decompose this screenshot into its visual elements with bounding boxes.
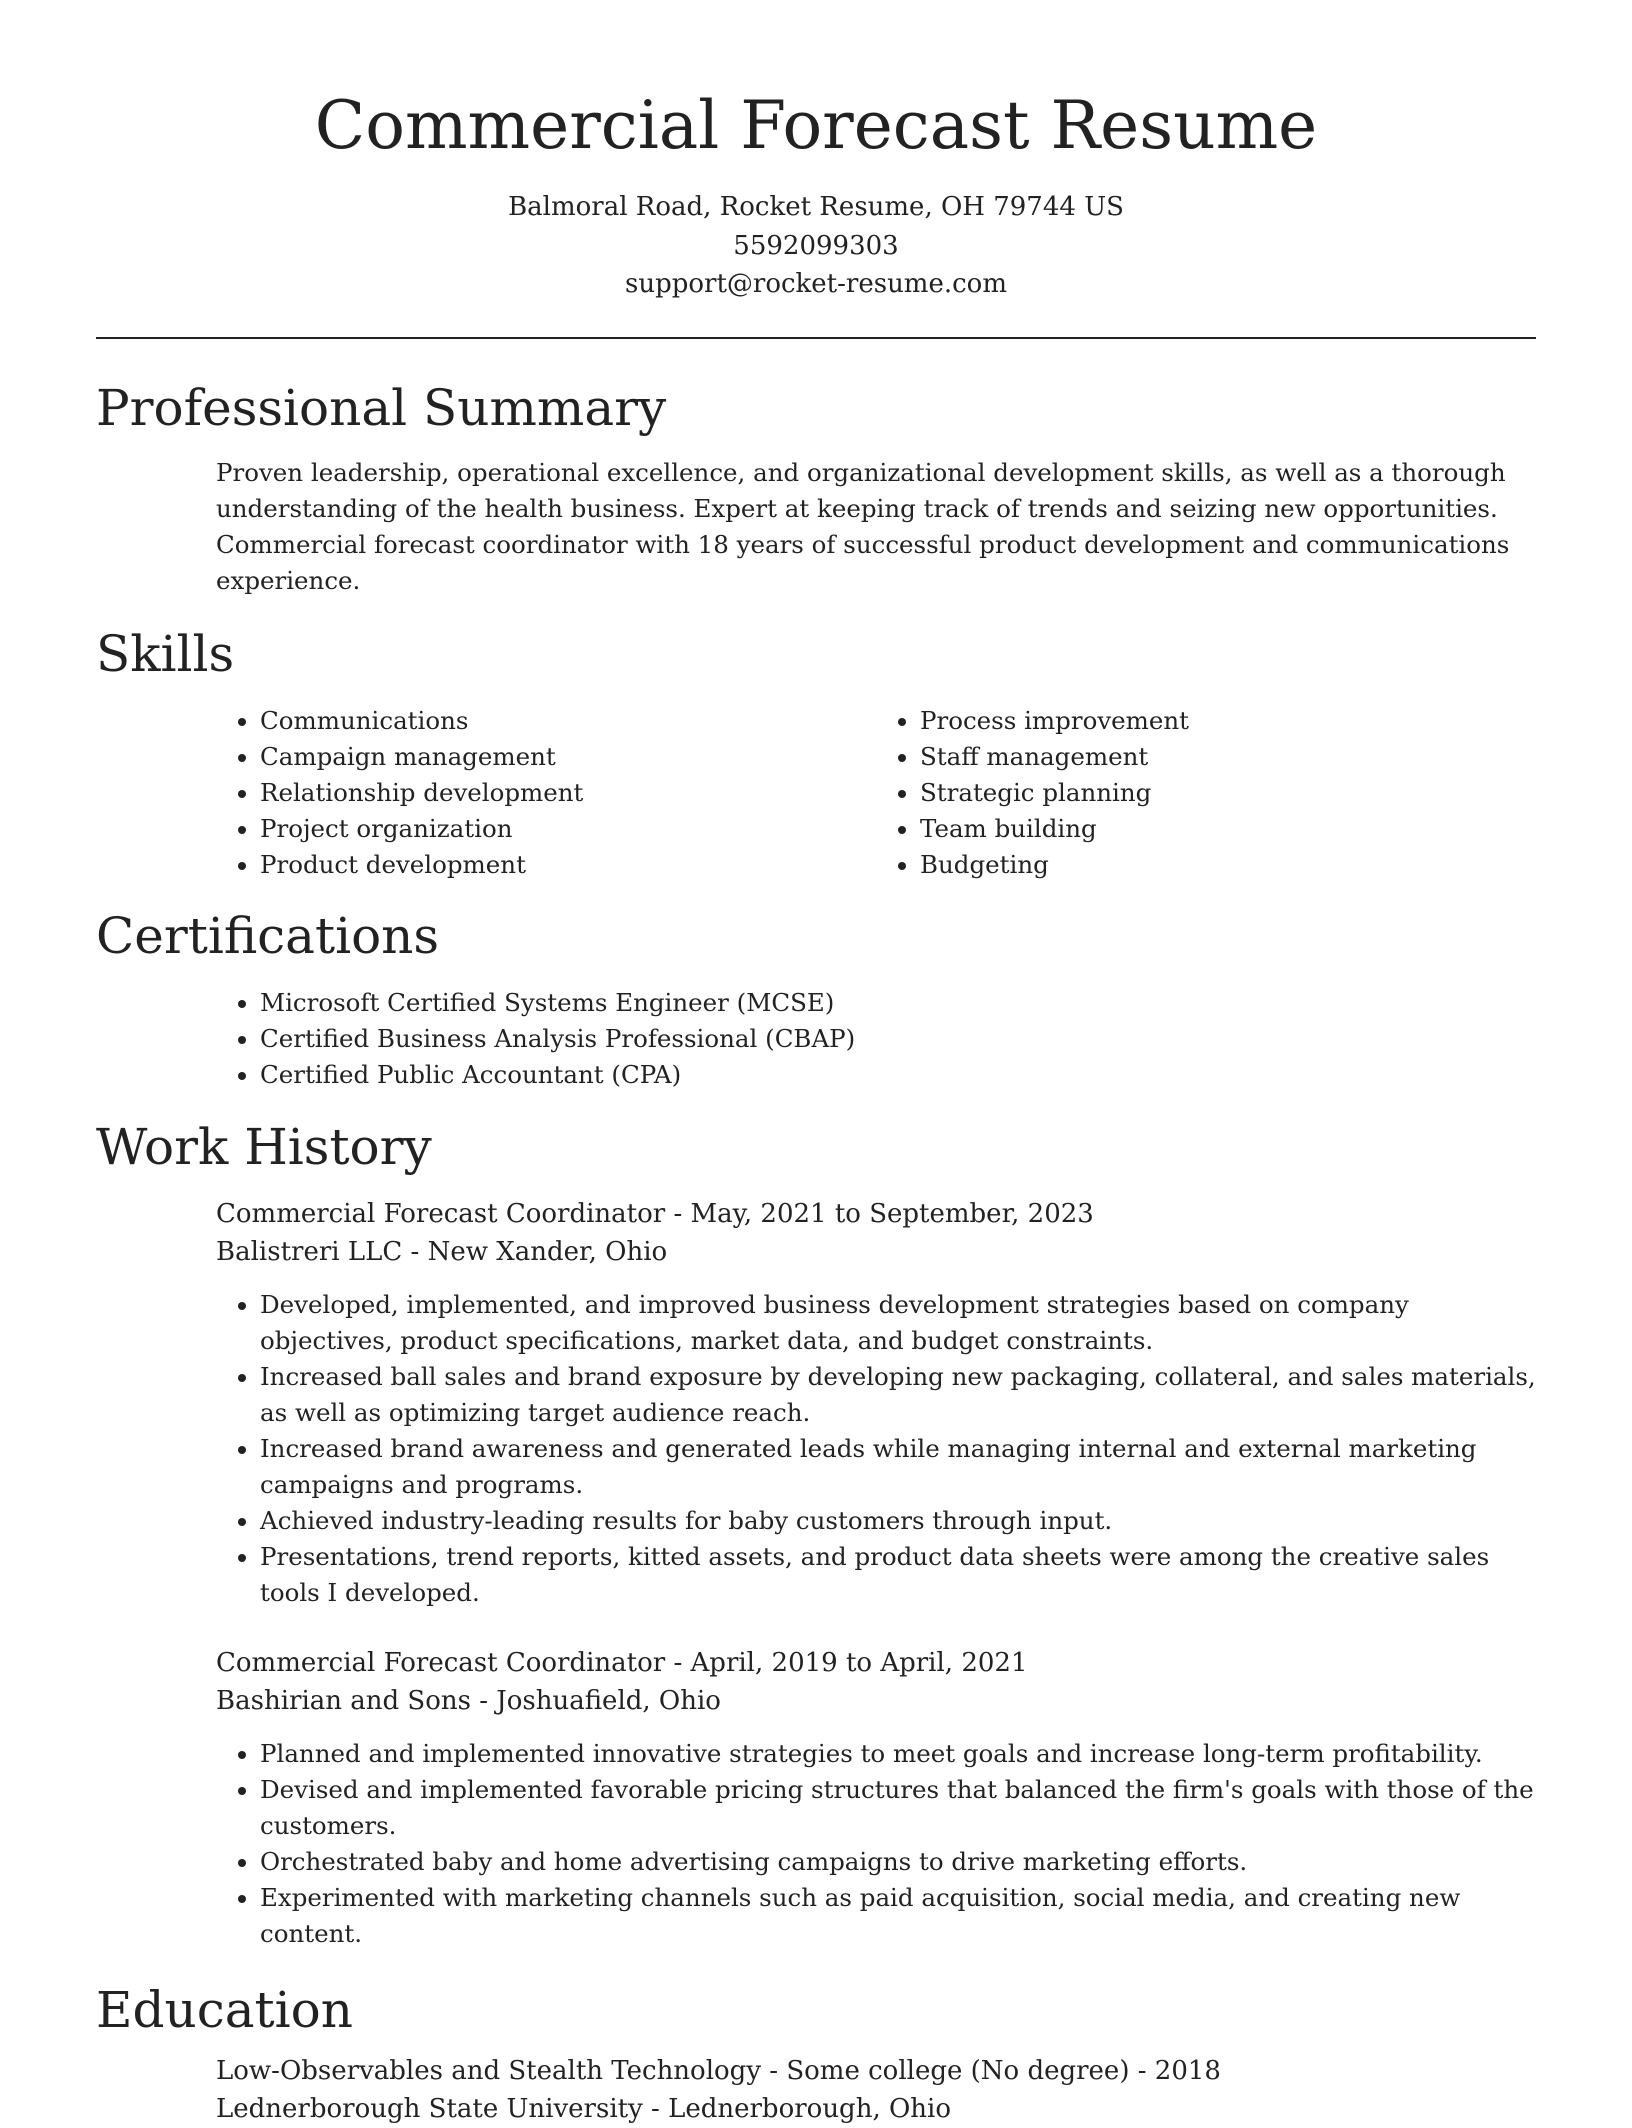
job-title-line: [216, 1195, 1536, 1233]
education-section: [96, 1980, 1536, 2128]
education-detail: - Some college (No degree) - 2018: [761, 2055, 1221, 2086]
school-name: Lednerborough State University: [216, 2093, 643, 2124]
certification-item: • Microsoft Certified Systems Engineer (MCSE): [260, 985, 1536, 1021]
education-school-line: [216, 2090, 1536, 2128]
resume-header: [96, 0, 1536, 304]
company-location: - Joshuafield, Ohio: [470, 1685, 721, 1716]
certification-item: • Certified Public Accountant (CPA): [260, 1057, 1536, 1093]
company-location: - New Xander, Ohio: [402, 1236, 668, 1267]
job-title-line: [216, 1644, 1536, 1682]
certification-item: • Certified Business Analysis Professional (CBAP): [260, 1021, 1536, 1057]
skill-item: • Process improvement: [920, 703, 1536, 739]
skill-item: • Project organization: [260, 811, 876, 847]
education-heading: Education: [96, 1980, 353, 2039]
certifications-section: [96, 906, 1536, 1093]
job-dates: - May, 2021 to September, 2023: [665, 1198, 1094, 1229]
job-duty-item: • Presentations, trend reports, kitted assets, and product data sheets were among the creative sales tools I developed.: [260, 1539, 1536, 1611]
skill-item: • Relationship development: [260, 775, 876, 811]
email-text: support@rocket-resume.com: [624, 269, 1007, 299]
header-divider: [96, 337, 1536, 339]
skill-item: • Product development: [260, 847, 876, 883]
skills-list-right: [876, 703, 1536, 883]
education-program: Low-Observables and Stealth Technology: [216, 2055, 762, 2086]
job-duties-list: [216, 1736, 1536, 1952]
job-duty-item: • Increased ball sales and brand exposure by developing new packaging, collateral, and sales materials, as well as optimizing target audience reach.: [260, 1359, 1536, 1431]
job-duties-list: [216, 1287, 1536, 1611]
skill-item: • Campaign management: [260, 739, 876, 775]
job-title: Commercial Forecast Coordinator: [216, 1647, 666, 1678]
job-duty-item: • Experimented with marketing channels such as paid acquisition, social media, and creating new content.: [260, 1880, 1536, 1952]
skill-item: • Communications: [260, 703, 876, 739]
phone-text: 5592099303: [733, 230, 899, 261]
skill-item: • Team building: [920, 811, 1536, 847]
job-entry: [216, 1195, 1536, 1611]
job-entry: [216, 1644, 1536, 1952]
job-duty-item: • Orchestrated baby and home advertising campaigns to drive marketing efforts.: [260, 1844, 1536, 1880]
summary-section: [96, 378, 1536, 599]
skills-list-left: [216, 703, 876, 883]
summary-heading: Professional Summary: [96, 378, 667, 437]
work-history-section: [96, 1117, 1536, 1952]
school-location: - Lednerborough, Ohio: [642, 2093, 952, 2124]
job-company-line: [216, 1233, 1536, 1271]
job-title: Commercial Forecast Coordinator: [216, 1198, 666, 1229]
skill-item: • Strategic planning: [920, 775, 1536, 811]
summary-text: Proven leadership, operational excellence, and organizational development skills, as well as a thorough understanding of the health business. Expert at keeping track of trends and seizing new opportunities. Commercial forecast coordinator with 18 years of successful product development and communications experience.: [216, 457, 1510, 595]
job-duty-item: • Developed, implemented, and improved business development strategies based on company objectives, product specifications, market data, and budget constraints.: [260, 1287, 1536, 1359]
certifications-heading: Certifications: [96, 906, 440, 965]
contact-info: [96, 188, 1536, 304]
work-history-heading: Work History: [96, 1117, 432, 1176]
skill-item: • Budgeting: [920, 847, 1536, 883]
job-duty-item: • Increased brand awareness and generated leads while managing internal and external marketing campaigns and programs.: [260, 1431, 1536, 1503]
skills-heading: Skills: [96, 624, 235, 683]
job-dates: - April, 2019 to April, 2021: [665, 1647, 1028, 1678]
resume-title: Commercial Forecast Resume: [314, 87, 1318, 164]
job-duty-item: • Achieved industry-leading results for baby customers through input.: [260, 1503, 1536, 1539]
company-name: Balistreri LLC: [216, 1236, 403, 1267]
job-duty-item: • Planned and implemented innovative strategies to meet goals and increase long-term profitability.: [260, 1736, 1536, 1772]
skill-item: • Staff management: [920, 739, 1536, 775]
certifications-list: [216, 985, 1536, 1093]
education-program-line: [216, 2052, 1536, 2090]
address-text: Balmoral Road, Rocket Resume, OH 79744 US: [508, 192, 1124, 222]
job-duty-item: • Devised and implemented favorable pricing structures that balanced the firm's goals with those of the customers.: [260, 1772, 1536, 1844]
resume-page: [96, 0, 1536, 2128]
job-company-line: [216, 1682, 1536, 1720]
company-name: Bashirian and Sons: [216, 1685, 471, 1716]
skills-section: [96, 624, 1536, 883]
